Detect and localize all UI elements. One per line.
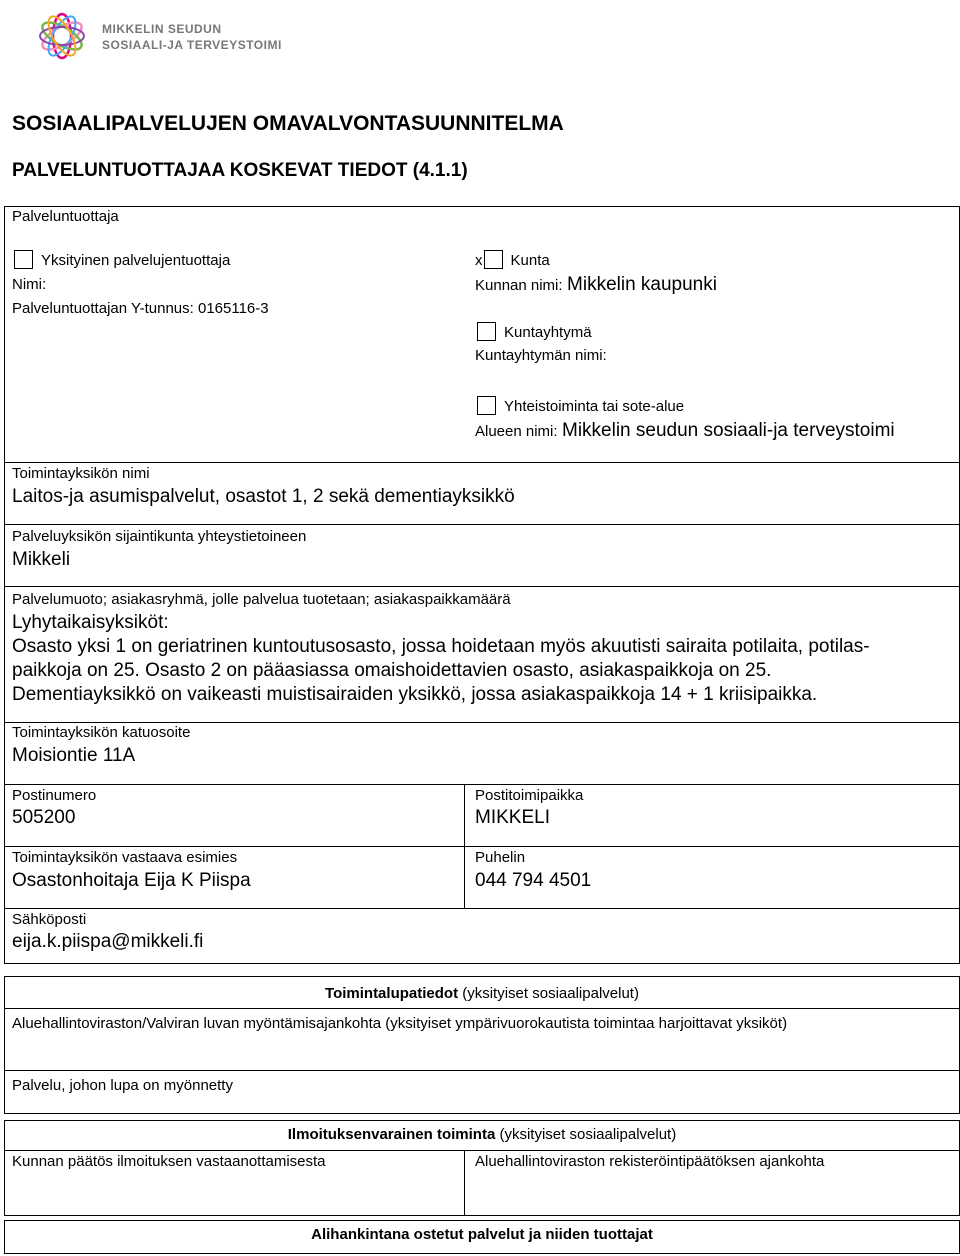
- municipality-checkbox[interactable]: [484, 250, 503, 269]
- location-value: Mikkeli: [12, 549, 71, 570]
- manager-value: Osastonhoitaja Eija K Piispa: [12, 870, 251, 891]
- federation-option[interactable]: Kuntayhtymä: [475, 322, 592, 342]
- municipality-mark: x: [475, 252, 483, 269]
- postcode-value: 505200: [12, 807, 76, 828]
- license-grant-label: Aluehallintoviraston/Valviran luvan myöntämisajankohta (yksityiset ympärivuorokautista toimintaa harjoittavat yksiköt): [12, 1015, 788, 1032]
- service-label: Palvelumuoto; asiakasryhmä, jolle palvelua tuotetaan; asiakaspaikkamäärä: [12, 591, 511, 608]
- unit-name-label: Toimintayksikön nimi: [12, 465, 150, 482]
- logo: [26, 2, 282, 70]
- service-line-4: Dementiayksikkö on vaikeasti muistisairaiden yksikkö, jossa asiakaspaikkoja 14 + 1 kriisipaikka.: [12, 684, 818, 705]
- private-provider-checkbox[interactable]: [14, 250, 33, 269]
- federation-checkbox[interactable]: [477, 322, 496, 341]
- license-service-label: Palvelu, johon lupa on myönnetty: [12, 1077, 233, 1094]
- logo-line-1: MIKKELIN SEUDUN: [102, 22, 222, 36]
- address-value: Moisiontie 11A: [12, 745, 136, 766]
- coop-checkbox[interactable]: [477, 396, 496, 415]
- private-provider-option[interactable]: Yksityinen palvelujentuottaja: [12, 250, 230, 270]
- notice-right-label: Aluehallintoviraston rekisteröintipäätöksen ajankohta: [475, 1153, 825, 1170]
- unit-name-value: Laitos-ja asumispalvelut, osastot 1, 2 sekä dementiayksikkö: [12, 486, 515, 507]
- municipality-name: Kunnan nimi: Mikkelin kaupunki: [475, 274, 717, 295]
- subcontract-heading: Alihankintana ostetut palvelut ja niiden tuottajat: [311, 1226, 653, 1243]
- area-name: Alueen nimi: Mikkelin seudun sosiaali-ja terveystoimi: [475, 420, 895, 441]
- municipality-option[interactable]: x Kunta: [475, 252, 550, 269]
- phone-value: 044 794 4501: [475, 870, 592, 891]
- ytunnus-label: Palveluntuottajan Y-tunnus: 0165116-3: [12, 300, 269, 317]
- page-subtitle: PALVELUNTUOTTAJAA KOSKEVAT TIEDOT (4.1.1): [12, 160, 468, 181]
- notice-left-label: Kunnan päätös ilmoituksen vastaanottamisesta: [12, 1153, 326, 1170]
- service-line-1: Lyhytaikaisyksiköt:: [12, 612, 169, 633]
- city-label: Postitoimipaikka: [475, 787, 584, 804]
- license-heading: Toimintalupatiedot (yksityiset sosiaalipalvelut): [325, 985, 639, 1002]
- notice-heading: Ilmoituksenvarainen toiminta (yksityiset sosiaalipalvelut): [287, 1126, 677, 1143]
- coop-option[interactable]: Yhteistoiminta tai sote-alue: [475, 396, 684, 416]
- service-line-3: paikkoja on 25. Osasto 2 on pääasiassa omaishoidettavien osasto, asiakaspaikkoja on 25.: [12, 660, 772, 681]
- provider-name-label: Nimi:: [12, 276, 47, 293]
- provider-heading: Palveluntuottaja: [12, 208, 119, 225]
- phone-label: Puhelin: [475, 849, 526, 866]
- logo-line-2: SOSIAALI-JA TERVEYSTOIMI: [102, 38, 282, 52]
- address-label: Toimintayksikön katuosoite: [12, 724, 191, 741]
- email-value: eija.k.piispa@mikkeli.fi: [12, 931, 204, 952]
- service-line-2: Osasto yksi 1 on geriatrinen kuntoutusosasto, jossa hoidetaan myös akuutisti sairaita potilaita, potilas-: [12, 636, 870, 657]
- postcode-label: Postinumero: [12, 787, 97, 804]
- federation-name-label: Kuntayhtymän nimi:: [475, 347, 607, 364]
- flower-logo-icon: [26, 2, 98, 70]
- location-label: Palveluyksikön sijaintikunta yhteystietoineen: [12, 528, 307, 545]
- city-value: MIKKELI: [475, 807, 550, 828]
- manager-label: Toimintayksikön vastaava esimies: [12, 849, 238, 866]
- email-label: Sähköposti: [12, 911, 87, 928]
- page-title: SOSIAALIPALVELUJEN OMAVALVONTASUUNNITELMA: [12, 112, 564, 135]
